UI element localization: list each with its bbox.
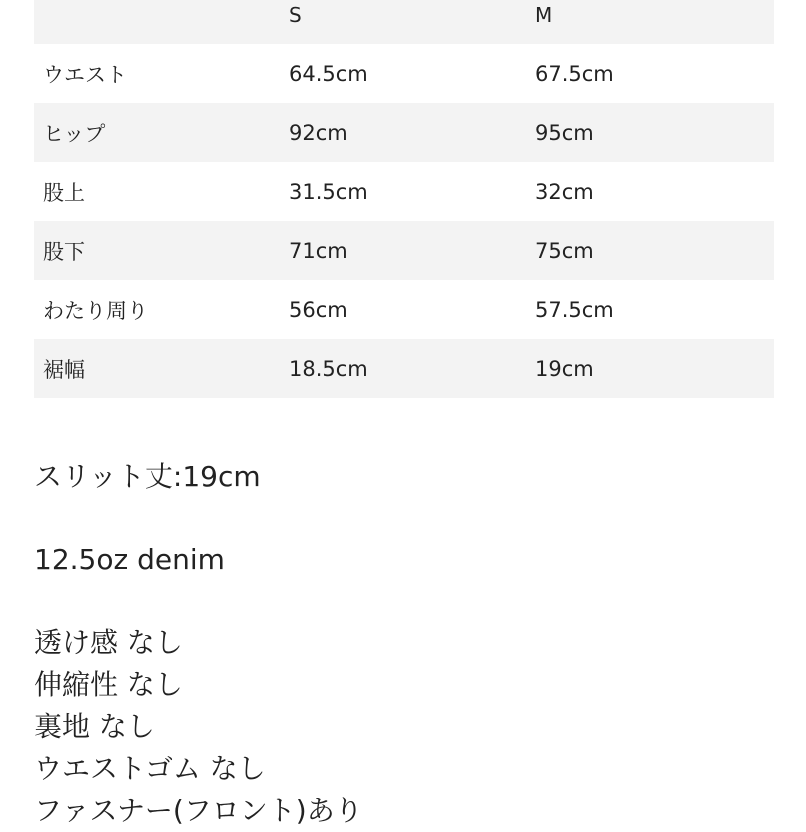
size-m-value: 67.5cm [535,61,614,86]
table-row [34,103,774,162]
measurement-label: 股上 [43,180,85,205]
size-m-value: 19cm [535,356,594,381]
property-stretch: 伸縮性 なし [34,668,183,701]
fabric-properties-list [34,622,774,832]
measurement-label: ウエスト [43,62,127,87]
size-s-value: 56cm [289,297,348,322]
size-s-value: 71cm [289,238,348,263]
size-s-value: 18.5cm [289,356,368,381]
product-notes [34,456,774,832]
size-s-value: 92cm [289,120,348,145]
table-header-row [34,0,774,44]
measurement-label: わたり周り [43,298,148,323]
table-row [34,162,774,221]
measurement-label: 股下 [43,239,85,264]
slit-length-text: スリット丈:19cm [34,460,261,493]
size-chart-table [34,0,774,398]
measurement-label: ヒップ [43,121,106,146]
property-see-through: 透け感 なし [34,626,183,659]
measurement-label: 裾幅 [43,357,85,382]
property-zipper: ファスナー(フロント)あり [34,794,363,827]
size-m-value: 75cm [535,238,594,263]
table-header-cell: S [289,2,302,27]
size-s-value: 64.5cm [289,61,368,86]
size-s-value: 31.5cm [289,179,368,204]
table-header-cell: M [535,2,553,27]
size-m-value: 32cm [535,179,594,204]
size-m-value: 95cm [535,120,594,145]
table-row [34,280,774,339]
fabric-text: 12.5oz denim [34,543,225,576]
table-row [34,221,774,280]
property-lining: 裏地 なし [34,710,155,743]
size-m-value: 57.5cm [535,297,614,322]
property-waist-elastic: ウエストゴム なし [34,752,266,785]
table-row [34,339,774,398]
table-row [34,44,774,103]
